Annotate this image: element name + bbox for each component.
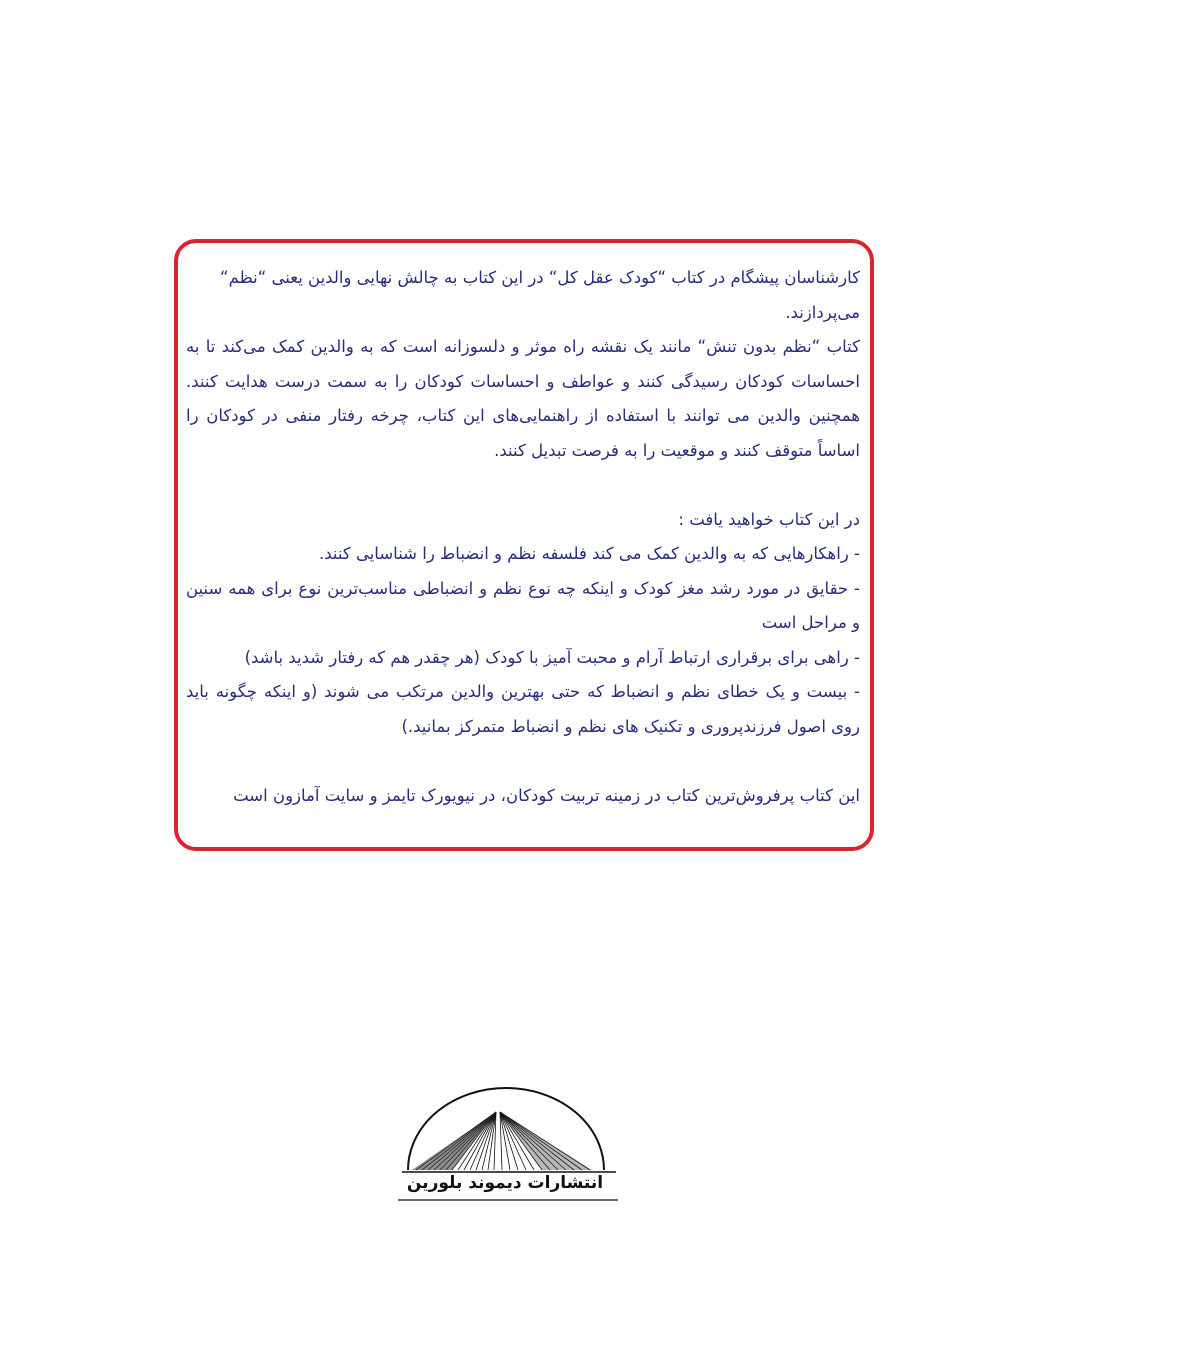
- closing-paragraph: این کتاب پرفروش‌ترین کتاب در زمینه تربیت کودکان، در نیویورک تایمز و سایت آمازون است: [233, 785, 860, 805]
- intro-line-1: کارشناسان پیشگام در کتاب “کودک عقل کل“ در این کتاب به چالش نهایی والدین یعنی “نظم“: [220, 268, 860, 287]
- list-item: - راهکارهایی که به والدین کمک می کند فلسفه نظم و انضباط را شناسایی کنند.: [319, 544, 860, 563]
- publisher-name: انتشارات دیموند بلورین: [406, 1173, 604, 1193]
- list-item: - بیست و یک خطای نظم و انضباط که حتی بهترین والدین مرتکب می شوند (و اینکه چگونه باید روی اصول فرزندپروری و تکنیک های نظم و انضباط متمرکز بمانید.): [186, 682, 860, 736]
- blurb-text: [186, 261, 860, 813]
- paragraph-gap: [186, 744, 860, 779]
- list-item: - حقایق در مورد رشد مغز کودک و اینکه چه نوع نظم و انضباطی مناسب‌ترین نوع برای همه سنین و مراحل است: [186, 578, 860, 632]
- blurb-frame: [174, 239, 874, 851]
- list-heading: در این کتاب خواهید یافت :: [678, 509, 860, 529]
- description-paragraph: کتاب “نظم بدون تنش“ مانند یک نقشه راه موثر و دلسوزانه است که به والدین کمک می‌کند تا به احساسات کودکان رسیدگی کنند و عواطف و احساسات کودکان را به سمت درست هدایت کنند. همچنین والدین می توانند با استفاده از راهنمایی‌های این کتاب، چرخه رفتار منفی در کودکان را اساساً متوقف کنند و موقعیت را به فرصت تبدیل کنند.: [186, 337, 860, 460]
- paragraph-gap: [186, 468, 860, 503]
- intro-line-2: می‌پردازند.: [785, 302, 860, 322]
- list-item: - راهی برای برقراری ارتباط آرام و محبت آمیز با کودک (هر چقدر هم که رفتار شدید باشد): [244, 647, 860, 667]
- publisher-logo: [392, 1086, 622, 1206]
